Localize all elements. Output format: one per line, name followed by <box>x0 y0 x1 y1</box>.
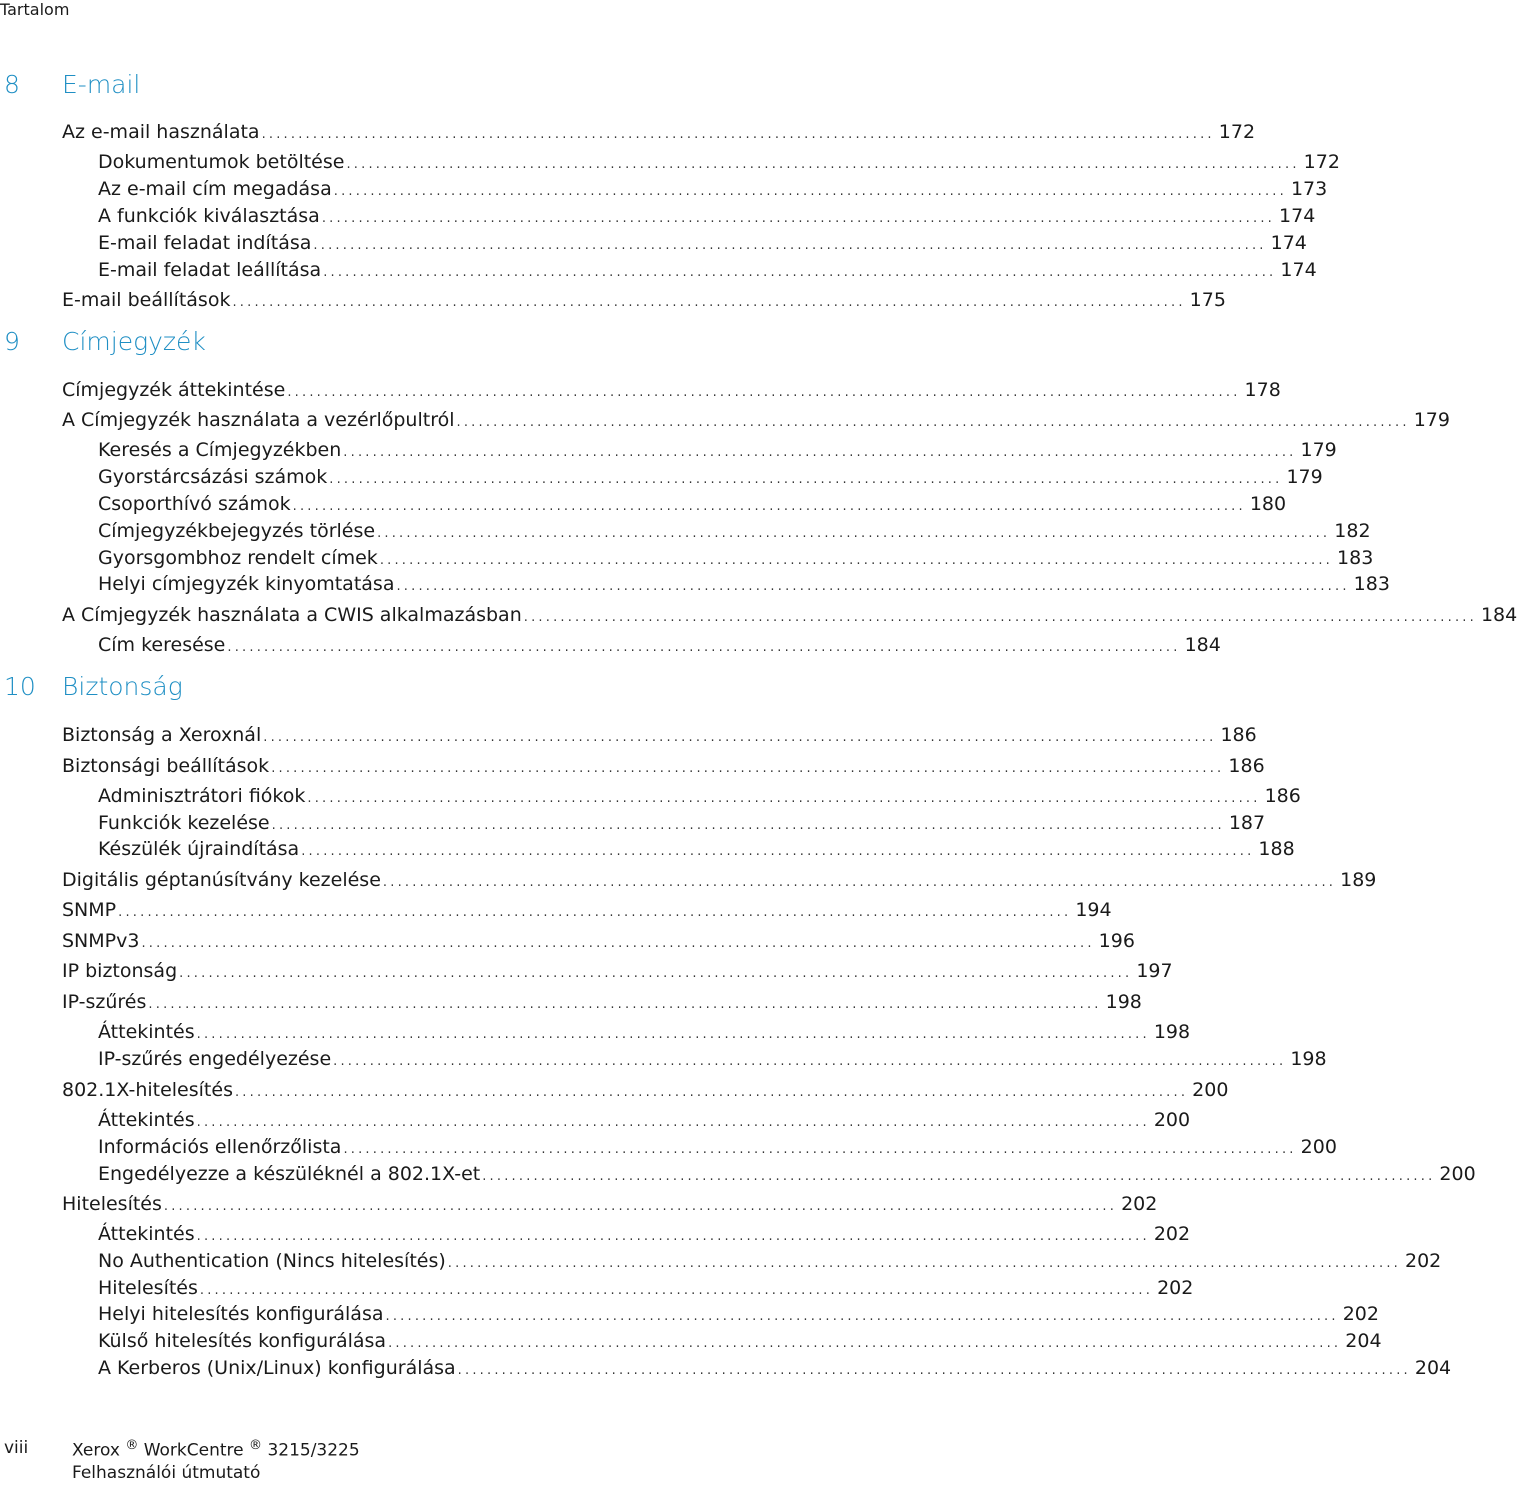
toc-entry[interactable] <box>98 1047 1327 1071</box>
toc-entry[interactable] <box>98 784 1301 808</box>
toc-entry-label: Hitelesítés <box>62 1193 162 1215</box>
chapter-title: Biztonság <box>62 672 183 701</box>
toc-entry-page: 174 <box>1280 259 1317 281</box>
toc-leader-dots: .................................................................................................................................. <box>482 1169 1436 1184</box>
toc-entry-page: 186 <box>1264 785 1301 807</box>
toc-entry-page: 183 <box>1353 573 1390 595</box>
toc-leader-dots: .................................................................................................................................. <box>377 526 1331 541</box>
toc-entry-label: A Kerberos (Unix/Linux) konfigurálása <box>98 1357 456 1379</box>
chapter-heading-9[interactable] <box>4 327 206 361</box>
toc-entry-page: 175 <box>1189 289 1226 311</box>
toc-entry[interactable] <box>98 492 1287 516</box>
toc-entry[interactable] <box>98 231 1307 255</box>
chapter-title: Címjegyzék <box>62 327 206 356</box>
toc-leader-dots: .................................................................................................................................. <box>148 997 1102 1012</box>
toc-entry-page: 202 <box>1121 1193 1158 1215</box>
toc-entry[interactable] <box>62 288 1226 312</box>
toc-entry-label: Biztonság a Xeroxnál <box>62 724 262 746</box>
toc-leader-dots: .................................................................................................................................. <box>232 295 1186 310</box>
chapter-number: 10 <box>4 672 36 701</box>
toc-leader-dots: .................................................................................................................................. <box>196 1027 1150 1042</box>
footer-brand: Xerox <box>72 1440 120 1461</box>
toc-entry-label: Cím keresése <box>98 634 226 656</box>
toc-leader-dots: .................................................................................................................................. <box>307 791 1261 806</box>
toc-entry-page: 184 <box>1184 634 1221 656</box>
toc-entry-label: Áttekintés <box>98 1223 195 1245</box>
toc-entry-page: 183 <box>1337 547 1374 569</box>
toc-entry-label: A funkciók kiválasztása <box>98 205 320 227</box>
toc-entry[interactable] <box>62 408 1450 432</box>
toc-entry[interactable] <box>62 1078 1229 1102</box>
toc-entry-page: 200 <box>1192 1079 1229 1101</box>
toc-leader-dots: .................................................................................................................................. <box>199 1283 1154 1298</box>
toc-entry[interactable] <box>98 204 1316 228</box>
toc-leader-dots: .................................................................................................................................. <box>261 127 1215 142</box>
toc-leader-dots: .................................................................................................................................. <box>141 936 1095 951</box>
toc-entry[interactable] <box>98 1249 1442 1273</box>
toc-leader-dots: .................................................................................................................................. <box>321 211 1276 226</box>
toc-entry-label: E-mail feladat indítása <box>98 232 312 254</box>
toc-leader-dots: .................................................................................................................................. <box>196 1115 1150 1130</box>
toc-entry-label: A Címjegyzék használata a CWIS alkalmazásban <box>62 604 522 626</box>
footer-guide-title: Felhasználói útmutató <box>72 1463 261 1483</box>
toc-leader-dots: .................................................................................................................................. <box>396 579 1350 594</box>
toc-entry-label: Helyi hitelesítés konfigurálása <box>98 1303 384 1325</box>
toc-entry-page: 178 <box>1244 379 1281 401</box>
toc-entry[interactable] <box>98 572 1390 596</box>
toc-entry-page: 198 <box>1153 1021 1191 1043</box>
toc-entry-page: 172 <box>1303 151 1340 173</box>
toc-leader-dots: .................................................................................................................................. <box>287 385 1241 400</box>
page-footer <box>0 1436 960 1484</box>
toc-entry-label: Digitális géptanúsítvány kezelése <box>62 869 381 891</box>
toc-entry-label: Keresés a Címjegyzékben <box>98 439 342 461</box>
toc-entry-page: 200 <box>1153 1109 1191 1131</box>
toc-entry[interactable] <box>98 465 1323 489</box>
toc-entry[interactable] <box>62 959 1173 983</box>
toc-entry-label: Áttekintés <box>98 1109 195 1131</box>
toc-entry-page: 187 <box>1228 812 1266 834</box>
toc-entry-label: A Címjegyzék használata a vezérlőpultról <box>62 409 455 431</box>
chapter-number: 8 <box>4 70 20 99</box>
chapter-heading-10[interactable] <box>4 672 183 706</box>
toc-entry[interactable] <box>98 1135 1337 1159</box>
toc-entry-label: Az e-mail cím megadása <box>98 178 332 200</box>
toc-entry[interactable] <box>98 1020 1191 1044</box>
toc-entry-page: 182 <box>1334 520 1371 542</box>
toc-entry-label: Gyorstárcsázási számok <box>98 466 328 488</box>
toc-entry-label: Áttekintés <box>98 1021 195 1043</box>
toc-entry[interactable] <box>62 990 1142 1014</box>
toc-leader-dots: .................................................................................................................................. <box>196 1229 1150 1244</box>
toc-entry-page: 200 <box>1439 1163 1476 1185</box>
toc-entry-label: Készülék újraindítása <box>98 838 300 860</box>
toc-entry-label: Adminisztrátori fiókok <box>98 785 306 807</box>
toc-entry-label: 802.1X-hitelesítés <box>62 1079 233 1101</box>
toc-entry-label: Címjegyzékbejegyzés törlése <box>98 520 376 542</box>
toc-entry[interactable] <box>62 120 1256 144</box>
toc-leader-dots: .................................................................................................................................. <box>271 761 1225 776</box>
toc-entry-page: 186 <box>1228 755 1265 777</box>
toc-entry-label: Gyorsgombhoz rendelt címek <box>98 547 378 569</box>
toc-leader-dots: .................................................................................................................................. <box>329 472 1283 487</box>
toc-entry[interactable] <box>98 177 1328 201</box>
toc-leader-dots: .................................................................................................................................. <box>379 553 1334 568</box>
chapter-title: E-mail <box>62 70 141 99</box>
toc-entry-page: 197 <box>1136 960 1173 982</box>
toc-entry[interactable] <box>98 258 1317 282</box>
toc-entry-label: E-mail beállítások <box>62 289 231 311</box>
toc-leader-dots: .................................................................................................................................. <box>263 730 1217 745</box>
toc-leader-dots: .................................................................................................................................. <box>333 1054 1287 1069</box>
toc-entry[interactable] <box>98 150 1340 174</box>
toc-leader-dots: .................................................................................................................................. <box>323 265 1277 280</box>
footer-product-name <box>72 1438 360 1461</box>
toc-leader-dots: .................................................................................................................................. <box>118 905 1072 920</box>
toc-entry[interactable] <box>98 438 1337 462</box>
toc-entry-page: 180 <box>1249 493 1287 515</box>
toc-entry[interactable] <box>62 378 1281 402</box>
toc-entry-label: Funkciók kezelése <box>98 812 270 834</box>
toc-entry[interactable] <box>62 868 1377 892</box>
toc-entry-label: No Authentication (Nincs hitelesítés) <box>98 1250 446 1272</box>
footer-page-number: viii <box>4 1438 29 1458</box>
chapter-number: 9 <box>4 327 20 356</box>
toc-leader-dots: .................................................................................................................................. <box>163 1199 1118 1214</box>
toc-leader-dots: .................................................................................................................................. <box>292 499 1246 514</box>
toc-entry[interactable] <box>98 1329 1382 1353</box>
toc-entry-page: 202 <box>1153 1223 1191 1245</box>
toc-entry[interactable] <box>98 546 1374 570</box>
toc-entry-page: 184 <box>1480 604 1517 626</box>
toc-entry[interactable] <box>98 1276 1194 1300</box>
toc-entry-page: 172 <box>1218 121 1256 143</box>
toc-entry-label: E-mail feladat leállítása <box>98 259 322 281</box>
toc-entry[interactable] <box>62 603 1517 627</box>
toc-entry-page: 202 <box>1404 1250 1442 1272</box>
toc-entry-label: Hitelesítés <box>98 1277 198 1299</box>
toc-entry[interactable] <box>62 754 1265 778</box>
toc-entry-label: Külső hitelesítés konfigurálása <box>98 1330 387 1352</box>
toc-entry[interactable] <box>98 837 1295 861</box>
toc-leader-dots: .................................................................................................................................. <box>234 1085 1189 1100</box>
toc-entry-label: Címjegyzék áttekintése <box>62 379 286 401</box>
toc-entry-page: 179 <box>1286 466 1323 488</box>
toc-leader-dots: .................................................................................................................................. <box>179 966 1133 981</box>
toc-entry[interactable] <box>98 1162 1476 1186</box>
chapter-heading-8[interactable] <box>4 70 140 104</box>
toc-leader-dots: .................................................................................................................................. <box>346 157 1300 172</box>
toc-entry-page: 173 <box>1290 178 1328 200</box>
toc-entry-page: 189 <box>1340 869 1377 891</box>
toc-leader-dots: .................................................................................................................................. <box>333 184 1287 199</box>
toc-entry-label: Biztonsági beállítások <box>62 755 270 777</box>
footer-product: WorkCentre <box>143 1440 244 1461</box>
toc-leader-dots: .................................................................................................................................. <box>227 640 1181 655</box>
toc-leader-dots: .................................................................................................................................. <box>271 818 1225 833</box>
toc-entry[interactable] <box>98 1222 1191 1246</box>
toc-entry-page: 202 <box>1157 1277 1194 1299</box>
toc-entry-page: 174 <box>1270 232 1307 254</box>
toc-entry-page: 179 <box>1300 439 1337 461</box>
toc-entry-page: 202 <box>1342 1303 1379 1325</box>
running-header-title: Tartalom <box>0 0 70 19</box>
toc-entry-page: 179 <box>1413 409 1450 431</box>
toc-entry-page: 198 <box>1105 991 1142 1013</box>
toc-entry-label: Engedélyezze a készüléknél a 802.1X-et <box>98 1163 481 1185</box>
toc-leader-dots: .................................................................................................................................. <box>301 844 1255 859</box>
toc-entry[interactable] <box>62 723 1257 747</box>
toc-entry[interactable] <box>98 1302 1379 1326</box>
toc-entry-page: 186 <box>1220 724 1257 746</box>
registered-mark: ® <box>125 1438 139 1453</box>
toc-entry-label: Helyi címjegyzék kinyomtatása <box>98 573 395 595</box>
toc-entry-page: 196 <box>1098 930 1135 952</box>
toc-leader-dots: .................................................................................................................................. <box>343 445 1297 460</box>
toc-entry-label: Az e-mail használata <box>62 121 260 143</box>
toc-leader-dots: .................................................................................................................................. <box>385 1309 1339 1324</box>
toc-entry-label: SNMP <box>62 899 117 921</box>
toc-entry-page: 204 <box>1345 1330 1382 1352</box>
toc-leader-dots: .................................................................................................................................. <box>456 415 1410 430</box>
toc-entry[interactable] <box>98 1108 1191 1132</box>
registered-mark: ® <box>249 1438 263 1453</box>
toc-leader-dots: .................................................................................................................................. <box>313 238 1267 253</box>
toc-entry-label: IP-szűrés <box>62 991 147 1013</box>
toc-leader-dots: .................................................................................................................................. <box>457 1363 1411 1378</box>
toc-entry-page: 174 <box>1279 205 1316 227</box>
toc-entry-page: 198 <box>1290 1048 1327 1070</box>
toc-leader-dots: .................................................................................................................................. <box>523 610 1477 625</box>
toc-leader-dots: .................................................................................................................................. <box>388 1336 1342 1351</box>
toc-entry-page: 194 <box>1075 899 1112 921</box>
toc-leader-dots: .................................................................................................................................. <box>447 1256 1401 1271</box>
toc-entry-page: 200 <box>1300 1136 1337 1158</box>
toc-entry[interactable] <box>62 929 1135 953</box>
toc-entry-label: SNMPv3 <box>62 930 140 952</box>
toc-entry-page: 188 <box>1258 838 1295 860</box>
toc-entry[interactable] <box>98 1356 1452 1380</box>
toc-entry[interactable] <box>98 811 1266 835</box>
toc-entry-label: Dokumentumok betöltése <box>98 151 345 173</box>
toc-entry[interactable] <box>98 519 1371 543</box>
toc-entry-label: IP biztonság <box>62 960 178 982</box>
toc-entry-label: Csoporthívó számok <box>98 493 291 515</box>
toc-entry[interactable] <box>98 633 1221 657</box>
toc-entry[interactable] <box>62 1192 1158 1216</box>
toc-entry-page: 204 <box>1414 1357 1452 1379</box>
toc-entry-label: IP-szűrés engedélyezése <box>98 1048 332 1070</box>
toc-leader-dots: .................................................................................................................................. <box>343 1142 1297 1157</box>
toc-leader-dots: .................................................................................................................................. <box>382 875 1337 890</box>
toc-entry[interactable] <box>62 898 1112 922</box>
footer-model: 3215/3225 <box>267 1440 360 1461</box>
toc-entry-label: Információs ellenőrzőlista <box>98 1136 342 1158</box>
